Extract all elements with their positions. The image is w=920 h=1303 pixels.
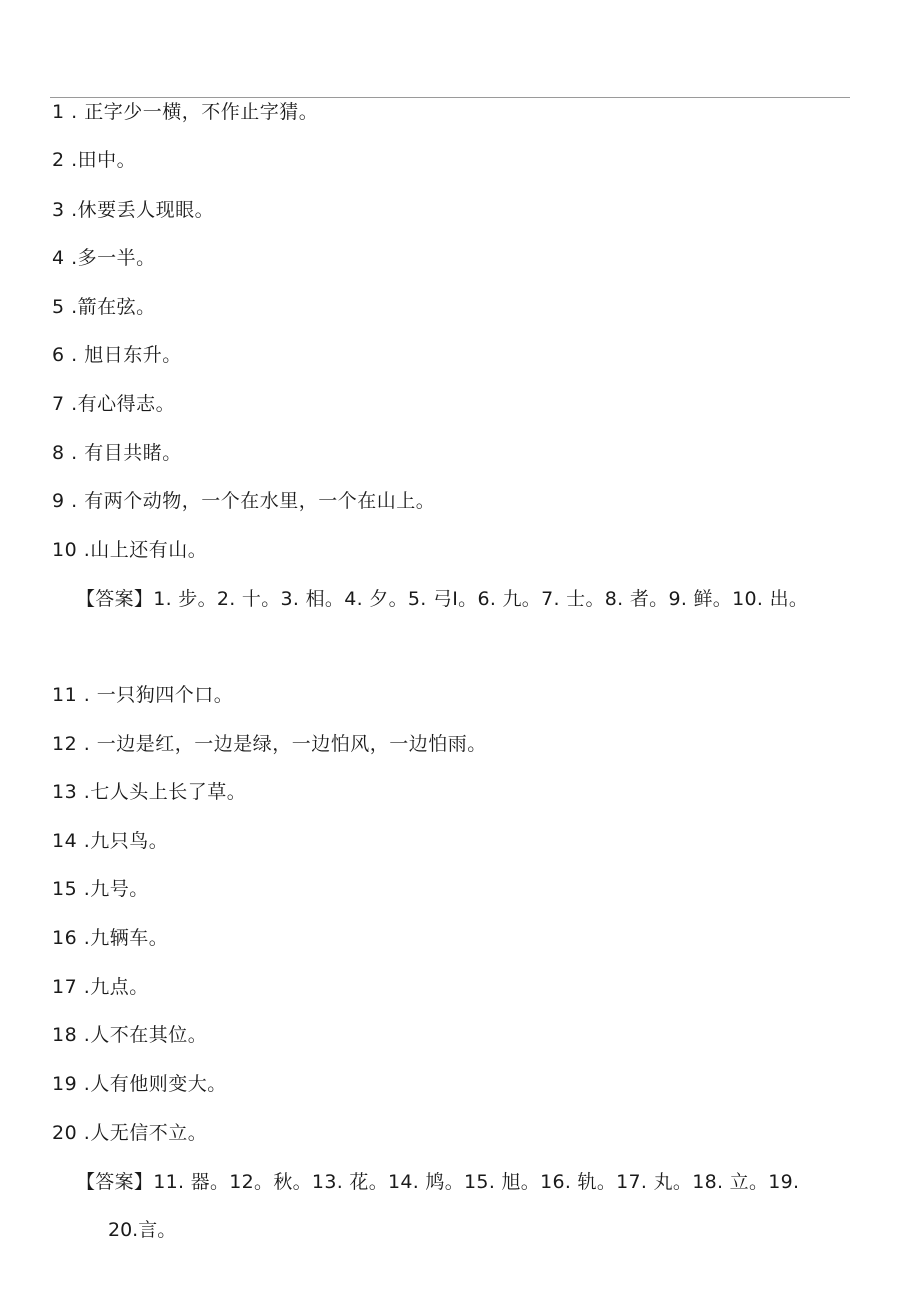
- riddle-9: 9 . 有两个动物，一个在水里，一个在山上。: [52, 490, 436, 512]
- riddle-19: 19 .人有他则变大。: [52, 1073, 227, 1095]
- riddle-20: 20 .人无信不立。: [52, 1122, 208, 1144]
- riddle-5: 5 .箭在弦。: [52, 296, 156, 318]
- answer-11-20-continued: 20.言。: [108, 1219, 177, 1241]
- riddle-1: 1 . 正字少一横，不作止字猜。: [52, 101, 319, 123]
- riddle-14: 14 .九只鸟。: [52, 830, 169, 852]
- riddle-4: 4 .多一半。: [52, 247, 156, 269]
- riddle-6: 6 . 旭日东升。: [52, 344, 182, 366]
- riddle-12: 12 . 一边是红，一边是绿，一边怕风，一边怕雨。: [52, 733, 487, 755]
- riddle-8: 8 . 有目共睹。: [52, 442, 182, 464]
- riddle-13: 13 .七人头上长了草。: [52, 781, 247, 803]
- riddle-10: 10 .山上还有山。: [52, 539, 208, 561]
- top-rule: [50, 97, 850, 98]
- riddle-2: 2 .田中。: [52, 149, 137, 171]
- riddle-7: 7 .有心得志。: [52, 393, 176, 415]
- answer-1-10: 【答案】1. 步。2. 十。3. 相。4. 夕。5. 弓I。6. 九。7. 士。8. 者。9. 鲜。10. 出。: [76, 588, 809, 610]
- riddle-16: 16 .九辆车。: [52, 927, 169, 949]
- riddle-11: 11 . 一只狗四个口。: [52, 684, 234, 706]
- riddle-17: 17 .九点。: [52, 976, 149, 998]
- riddle-15: 15 .九号。: [52, 878, 149, 900]
- answer-11-20: 【答案】11. 器。12。秋。13. 花。14. 鸠。15. 旭。16. 轨。17. 丸。18. 立。19.: [76, 1171, 800, 1193]
- riddle-18: 18 .人不在其位。: [52, 1024, 208, 1046]
- riddle-3: 3 .休要丢人现眼。: [52, 199, 215, 221]
